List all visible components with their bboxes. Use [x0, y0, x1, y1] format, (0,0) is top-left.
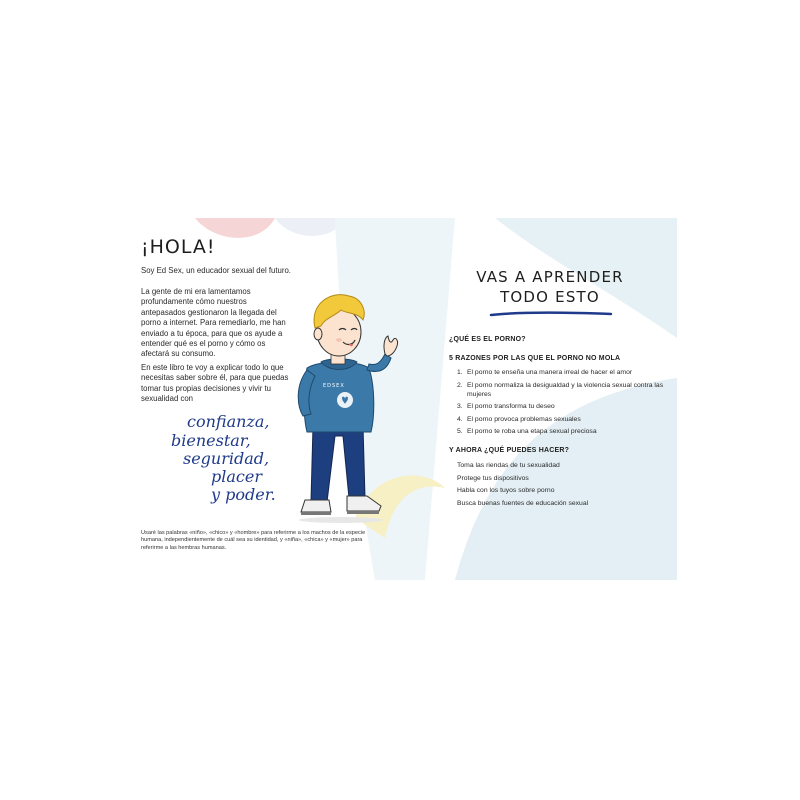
- paragraph-2: En este libro te voy a explicar todo lo que necesitas saber sobre él, para que puedas tomar tus propias decisiones y vivir tu sexualidad con: [141, 363, 289, 404]
- right-title-line-2: TODO ESTO: [500, 288, 600, 306]
- list-item: [457, 427, 672, 436]
- list-item: Toma las riendas de tu sexualidad: [457, 462, 560, 469]
- list-item: [457, 415, 672, 424]
- list-text: El porno transforma tu deseo: [467, 403, 555, 410]
- book-spread: [125, 218, 677, 580]
- list-number: 1.: [457, 369, 463, 376]
- script-word-1: confianza,: [187, 412, 270, 431]
- list-text: El porno te enseña una manera irreal de hacer el amor: [467, 369, 633, 376]
- list-number: 3.: [457, 403, 463, 410]
- reasons-list: [457, 368, 672, 440]
- list-text: El porno te roba una etapa sexual preciosa: [467, 428, 597, 435]
- svg-text:EDSEX: EDSEX: [323, 383, 345, 389]
- list-item: [457, 402, 672, 411]
- page-title-hola: ¡HOLA!: [141, 236, 216, 258]
- actions-list: [457, 461, 588, 511]
- list-item: Busca buenas fuentes de educación sexual: [457, 499, 589, 507]
- list-item: Protege tus dispositivos: [457, 474, 529, 482]
- list-item: Habla con los tuyos sobre porno: [457, 487, 555, 494]
- ed-sex-character-illustration: [291, 276, 401, 524]
- footnote-text: Usaré las palabras «niño», «chico» y «hombre» para referirme a los machos de la especie humana, independientemente de cuál sea su identidad, y «niña», «chica» y «mujer» para referirme a las hembras humanas.: [141, 530, 366, 551]
- right-title-line-1: VAS A APRENDER: [476, 268, 624, 286]
- list-text: El porno provoca problemas sexuales: [467, 415, 581, 423]
- list-number: 5.: [457, 428, 463, 435]
- list-number: 4.: [457, 415, 463, 423]
- list-item: [457, 368, 672, 377]
- title-underline: [489, 310, 613, 318]
- left-page: [141, 218, 401, 580]
- list-text: El porno normaliza la desigualdad y la violencia sexual contra las mujeres: [467, 381, 664, 398]
- right-page: [445, 218, 677, 580]
- script-word-3: seguridad,: [183, 449, 270, 468]
- script-word-4: placer: [211, 467, 262, 486]
- paragraph-1: La gente de mi era lamentamos profundamente cómo nuestros antepasados gestionaron la llegada del porno a internet. Para remediarlo, me han enviado a tu época, para que os ayude a entender qué es el porno y cómo os afectará su consumo.: [141, 287, 286, 359]
- section-5-reasons: 5 RAZONES POR LAS QUE EL PORNO NO MOLA: [449, 355, 621, 362]
- script-word-2: bienestar,: [171, 431, 251, 450]
- intro-text: Soy Ed Sex, un educador sexual del futuro.: [141, 266, 291, 275]
- script-word-5: y poder.: [211, 485, 276, 504]
- list-number: 2.: [457, 381, 463, 389]
- list-item: [457, 381, 672, 399]
- section-what-can-you-do: Y AHORA ¿QUÉ PUEDES HACER?: [449, 447, 570, 454]
- section-what-is-porn: ¿QUÉ ES EL PORNO?: [449, 336, 526, 343]
